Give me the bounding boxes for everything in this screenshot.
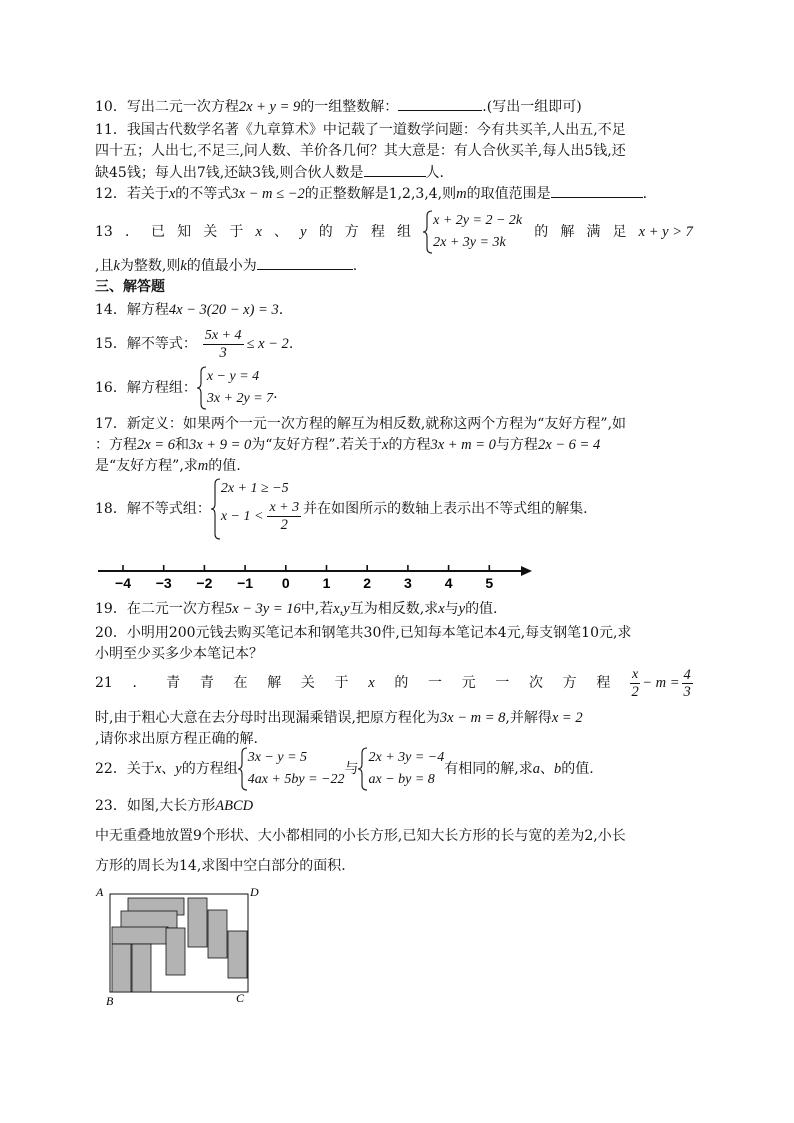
q21-word: 一	[495, 675, 510, 691]
small-rectangle	[121, 911, 177, 928]
number-line-label: −1	[237, 575, 254, 591]
q15-numerator: 5x + 4	[204, 327, 242, 343]
q13-eq2: 2x + 3y = 3k	[433, 235, 506, 250]
q10-text: 的一组整数解：	[300, 99, 399, 115]
q17-text: 为“友好方程”.若关于	[251, 437, 383, 453]
q13-text: 为整数,则	[119, 258, 181, 274]
q19	[95, 599, 498, 619]
q17-text: 的方程	[388, 437, 431, 453]
q11-line2: 四十五；人出七,不足三,问人数、羊价各几何？其大意是：有人合伙买羊,每人出5钱,还	[95, 143, 626, 159]
q21-word: 关	[300, 675, 315, 691]
q21-word: ．	[132, 675, 147, 691]
q10-answer-blank[interactable]	[398, 96, 482, 111]
q13-word: 的	[318, 224, 333, 240]
label-b: B	[106, 994, 114, 1008]
q17-text: 和	[174, 437, 189, 453]
q17-eq1: 2x = 6	[137, 437, 175, 453]
q17-var-m: m	[197, 458, 209, 474]
q12-label: 12．若关于	[95, 186, 169, 202]
q14-tail: .	[278, 302, 284, 318]
q21-word: 方	[562, 675, 577, 691]
q11-text: 缺45钱；每人出7钱,还缺3钱,则合伙人数是	[95, 165, 364, 181]
q15-label: 15．解不等式：	[95, 336, 197, 352]
q21-text: ,并解得	[505, 710, 552, 726]
q21-frac-num: 4	[683, 666, 691, 683]
q21-fraction-left	[630, 667, 640, 700]
number-line-label: 2	[363, 575, 372, 591]
q13-answer-blank[interactable]	[257, 255, 353, 270]
q17-line3	[95, 456, 241, 476]
q22-var-y: y	[175, 761, 182, 777]
q19-label: 19．在二元一次方程	[95, 601, 225, 617]
q15-denominator: 3	[219, 344, 227, 361]
q17-eq3: 3x + m = 0	[430, 437, 496, 453]
number-line-label: 4	[444, 575, 453, 591]
q21-wrong-eq: 3x − m = 8	[439, 710, 506, 726]
q19-vars: x,y	[333, 601, 350, 617]
q21-word: 程	[596, 675, 611, 691]
q23-line3: 方形的周长为14,求图中空白部分的面积.	[95, 858, 346, 874]
q16-label: 16．解方程组：	[95, 380, 197, 396]
q13-word: 解	[560, 224, 575, 240]
q18-denominator: 2	[280, 517, 288, 533]
q17-text: 是“友好方程”,求	[95, 458, 198, 474]
q13-text: ,且	[95, 258, 114, 274]
q13-word: ．	[124, 224, 139, 240]
q21-word: 青	[166, 675, 181, 691]
q18	[95, 478, 588, 540]
q19-text: 与	[444, 601, 459, 617]
q18-numerator: x + 3	[269, 500, 300, 515]
section-heading: 三、解答题	[95, 279, 165, 295]
q19-var-x: x	[438, 601, 445, 617]
small-rectangle	[166, 928, 185, 975]
q18-ineq2	[221, 500, 301, 533]
q23-rect-name: ABCD	[215, 798, 254, 814]
small-rectangle	[188, 898, 207, 947]
brace-icon	[238, 747, 248, 791]
q22-sys2-eq2: ax − by = 8	[368, 772, 435, 787]
small-rectangle	[112, 944, 131, 992]
number-line-label: 5	[485, 575, 494, 591]
q11-answer-blank[interactable]	[364, 162, 426, 177]
q13-word: 满	[586, 224, 601, 240]
q21-line3: ,请你求出原方程正确的解.	[95, 731, 258, 747]
q21-word: 元	[461, 675, 476, 691]
q17-eq4: 2x − 6 = 4	[537, 437, 601, 453]
q21-word: 青	[199, 675, 214, 691]
q21-frac-num: x	[632, 666, 639, 682]
q13-label: 13	[95, 224, 113, 240]
number-line	[95, 560, 535, 592]
q21-wrong-sol: x = 2	[551, 710, 583, 726]
q22-sys1-eq1: 3x − y = 5	[247, 750, 308, 765]
q17-eq2: 3x + 9 = 0	[188, 437, 252, 453]
q12-var-m: m	[456, 186, 467, 202]
q18-ineq2-lhs: x − 1 <	[220, 508, 264, 524]
brace-icon	[197, 366, 207, 410]
q21-line2	[95, 708, 583, 728]
q12-answer-blank[interactable]	[551, 183, 643, 198]
q14-equation: 4x − 3(20 − x) = 3	[168, 302, 279, 318]
q13-var-k: k	[113, 258, 120, 274]
q15-tail: .	[288, 336, 294, 352]
q13-var: y	[300, 224, 307, 240]
q16-system	[197, 366, 273, 410]
small-rectangle	[132, 944, 151, 992]
small-rectangle	[208, 910, 227, 958]
q16-eq2: 3x + 2y = 7	[206, 391, 274, 406]
number-line-label: −2	[196, 575, 213, 591]
q15-fraction	[203, 328, 244, 361]
q21-equation	[630, 667, 693, 700]
q17-var-x: x	[382, 437, 389, 453]
q13-word: 组	[397, 224, 412, 240]
label-d: D	[250, 885, 259, 899]
q15	[95, 326, 293, 362]
q21-frac-den: 3	[683, 683, 691, 700]
q19-tail: 的值.	[465, 601, 498, 617]
q19-text: 互为相反数,求	[349, 601, 439, 617]
q15-rhs: ≤ x − 2	[246, 336, 289, 352]
q12-var-x: x	[168, 186, 176, 202]
q22-system1	[238, 747, 345, 791]
q13-tail: .	[352, 258, 358, 274]
q13-word: 的	[534, 224, 549, 240]
q21-word: 次	[529, 675, 543, 691]
q13-word: 于	[229, 224, 244, 240]
q21-word: 解	[267, 675, 282, 691]
q18-ineq1: 2x + 1 ≥ −5	[220, 481, 289, 496]
q23-line1	[95, 796, 253, 816]
rectangle-figure	[92, 882, 262, 1010]
q13-word: 方	[344, 224, 359, 240]
q12-text-d: 的取值范围是	[466, 186, 551, 202]
q11-line1: 11．我国古代数学名著《九章算术》中记载了一道数学问题：今有共买羊,人出五,不足	[95, 122, 626, 138]
q10-label: 10．写出二元一次方程	[95, 99, 239, 115]
label-a: A	[96, 885, 104, 899]
arrow-right-icon	[521, 566, 532, 576]
q22-system2	[358, 747, 444, 791]
q19-equation: 5x − 3y = 16	[224, 601, 301, 617]
q22	[95, 746, 594, 792]
q13-word: 、	[274, 224, 289, 240]
q21-frac-den: 2	[631, 683, 639, 700]
q17-line1: 17．新定义：如果两个一元一次方程的解互为相反数,就称这两个方程为“友好方程”,如	[95, 416, 627, 432]
q13-line1	[95, 210, 693, 254]
q21-fraction-right	[682, 667, 693, 700]
q17-line2	[95, 435, 600, 455]
q21-label: 21	[95, 675, 113, 691]
q23-line2: 中无重叠地放置9个形状、大小都相同的小长方形,已知大长方形的长与宽的差为2,小长	[95, 828, 626, 844]
q12-text-b: 的不等式	[175, 186, 232, 202]
q21-word: 一	[427, 675, 442, 691]
q21-word: 的	[394, 675, 409, 691]
q21-word: 在	[233, 675, 248, 691]
q22-var-x: x	[154, 761, 162, 777]
q13-line2	[95, 255, 357, 276]
small-rectangle	[112, 927, 168, 944]
q13-word: 关	[203, 224, 218, 240]
q19-var-y: y	[458, 601, 466, 617]
q17-text: 与方程	[495, 437, 538, 453]
q22-tail: 的值.	[561, 761, 594, 777]
q22-var-b: b	[553, 761, 562, 777]
q18-text: 并在如图所示的数轴上表示出不等式组的解集.	[303, 501, 588, 517]
q17-text: ：方程	[95, 437, 137, 453]
q22-sys1-eq2: 4ax + 5by = −22	[247, 772, 345, 787]
q14	[95, 300, 283, 320]
small-rectangle	[228, 931, 247, 978]
q13-eq1: x + 2y = 2 − 2k	[433, 213, 523, 228]
q12	[95, 183, 647, 204]
q13-word: 知	[177, 224, 192, 240]
q10	[95, 96, 582, 117]
q22-var-a: a	[532, 761, 540, 777]
q21-text: 时,由于粗心大意在去分母时出现漏乘错误,把原方程化为	[95, 710, 440, 726]
q12-inequality: 3x − m ≤ −2	[231, 186, 305, 202]
q22-label: 22．关于	[95, 761, 155, 777]
q16	[95, 366, 278, 410]
brace-icon	[358, 747, 368, 791]
q13-word: 程	[370, 224, 385, 240]
q21-line1	[95, 664, 693, 702]
q21-minus-m: − m =	[642, 675, 680, 691]
number-line-label: −4	[115, 575, 131, 591]
q22-text: 、	[161, 761, 176, 777]
q11-tail: 人.	[425, 165, 444, 181]
q16-tail: .	[273, 386, 278, 402]
q22-text: 有相同的解,求	[444, 761, 533, 777]
q22-text: 、	[539, 761, 554, 777]
q19-text: 中,若	[300, 601, 334, 617]
q18-label: 18．解不等式组：	[95, 501, 211, 517]
q10-equation: 2x + y = 9	[238, 99, 301, 115]
q12-tail: .	[642, 186, 648, 202]
brace-icon	[211, 478, 221, 540]
q22-text: 与	[344, 761, 359, 777]
q12-text-c: 的正整数解是1,2,3,4,则	[304, 186, 457, 202]
q14-label: 14．解方程	[95, 302, 169, 318]
q17-tail: 的值.	[208, 458, 241, 474]
label-c: C	[236, 991, 245, 1005]
brace-icon	[423, 210, 433, 254]
q21-var: x	[368, 675, 375, 691]
q18-fraction	[267, 500, 301, 533]
q23-label: 23．如图,大长方形	[95, 798, 216, 814]
number-line-label: 0	[281, 575, 290, 591]
number-line-label: 1	[322, 575, 331, 591]
q20-line1: 20．小明用200元钱去购买笔记本和钢笔共30件,已知每本笔记本4元,每支钢笔10元,求	[95, 625, 632, 641]
q22-sys2-eq1: 2x + 3y = −4	[368, 750, 445, 765]
q13-var: x	[255, 224, 262, 240]
q13-system	[423, 210, 522, 254]
q10-tail: .(写出一组即可)	[482, 99, 582, 115]
q13-text: 的值最小为	[186, 258, 257, 274]
q13-condition: x + y > 7	[638, 224, 693, 240]
q20-line2: 小明至少买多少本笔记本？	[95, 646, 263, 662]
q13-word: 已	[151, 224, 166, 240]
q16-eq1: x − y = 4	[206, 369, 260, 384]
q18-system	[211, 478, 301, 540]
q21-word: 于	[334, 675, 349, 691]
q13-var-k: k	[180, 258, 187, 274]
q11-line3	[95, 162, 444, 183]
q22-text: 的方程组	[181, 761, 238, 777]
number-line-label: −3	[155, 575, 172, 591]
q13-word: 足	[612, 224, 627, 240]
number-line-label: 3	[404, 575, 412, 591]
